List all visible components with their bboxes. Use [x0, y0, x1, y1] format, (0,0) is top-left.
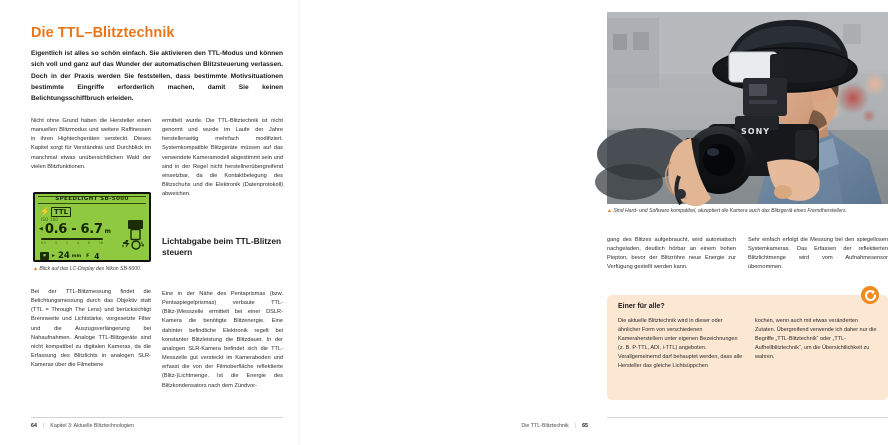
tip-box-column-one: Die aktuelle Blitztechnik wird in dieser oder ähnlicher Form von verschiedenen Kameraherstellern unter eigenen Bezeichnungen (z. B. P-TTL, ADI, i-TTL) angeboten. Verallgemeinernd darf behauptet werden, dass alle Hersteller das gleiche Lichtsüppchen	[618, 318, 743, 369]
lcd-zoom-aperture-group	[40, 249, 99, 263]
photo-photographer-with-flash	[607, 12, 888, 204]
lcd-scale-tick: 2	[65, 240, 69, 245]
flash-bolt-icon: ⚡	[40, 207, 50, 216]
left-page	[0, 0, 300, 445]
footer-left	[31, 423, 134, 429]
lcd-scale-tick: 8	[87, 240, 90, 245]
footer-divider	[31, 417, 283, 418]
tip-box-heading: Einer für alle?	[618, 303, 665, 310]
caption-bullet-icon: ▲	[33, 266, 38, 272]
lcd-status-icons	[119, 220, 145, 250]
intro-lead-paragraph: Eigentlich ist alles so schön einfach. Sie aktivieren den TTL-Modus und können sich voll und ganz auf das Wunder der automatischen Blitzsteuerung verlassen. Doch in der Praxis werden Sie feststellen, dass bestimmte Motivsituationen bestimmte Eingriffe erforderlich machen, damit Sie keinen Belichtungsschiffbruch erleiden.	[31, 50, 283, 103]
footer-separator: |	[574, 423, 577, 429]
footer-separator: |	[42, 423, 45, 429]
lcd-distance-unit: m	[104, 228, 111, 235]
lcd-zoom-value: 24	[57, 250, 70, 261]
tip-box-column-two: kochen, wenn auch mit etwas veränderten Zutaten. Übergreifend verwende ich daher nur die Begriffe „TTL-Blitztechnik“ oder „TTL-Aufhellblitztechnik“, um die Übersichtlichkeit zu wahren.	[755, 318, 877, 360]
right-marker-icon: ►	[51, 253, 56, 259]
right-running-head: Die TTL-Blitztechnik	[521, 423, 569, 429]
lcd-zoom-mode-text: ■	[43, 253, 46, 258]
lcd-model-title: SPEEDLIGHT SB-5000	[55, 196, 129, 202]
photo-caption-text: Sind Hard- und Software kompatibel, akzeptiert die Kamera auch das Blitzgerät eines Fremdherstellers.	[613, 208, 847, 214]
lcd-distance-value: 0.6 - 6.7	[44, 222, 103, 237]
left-running-head: Kapitel 3: Aktuelle Blitztechnologien	[50, 423, 134, 429]
left-column-top-text: Nicht ohne Grund haben die Hersteller einen manuellen Blitzmodus und weitere Raffinessen in ihren Hightechgeräten versteckt. Dieses Kapitel sorgt für Verständnis und Durchblick im manchmal etwas unübersichtlichen Wald der vielen Blitzfunktionen.	[31, 118, 151, 170]
section-subheading: Lichtabgabe beim TTL-Blitzen steuern	[162, 236, 282, 258]
flash-head-icon	[119, 220, 145, 250]
lcd-mode-label: TTL	[51, 207, 71, 217]
left-arrow-icon: ◀	[39, 226, 43, 232]
right-page-column-two: Sehr einfach erfolgt die Messung bei den spiegellosen Systemkameras. Das Erfassen der reflektierten Blitzlichtmenge wird vom Aufnahmesensor übernommen.	[748, 237, 888, 271]
lcd-distance-group	[39, 222, 111, 236]
refresh-circle-icon	[861, 286, 879, 304]
left-page-number: 64	[31, 423, 37, 429]
lcd-scale-tick: 4	[76, 240, 79, 245]
lcd-zoom-unit: mm	[71, 253, 82, 259]
lcd-iso-value: ISO 100	[41, 216, 59, 222]
tip-box	[607, 295, 888, 400]
lcd-aperture-label: F	[86, 253, 90, 259]
photo-illustration	[607, 12, 888, 204]
lcd-zoom-mode-badge	[40, 252, 49, 260]
lcd-scale-tick: 0.5	[41, 240, 47, 245]
right-page-number: 65	[582, 423, 588, 429]
speedlight-lcd	[33, 192, 151, 262]
svg-text:SONY: SONY	[741, 127, 771, 136]
lcd-scale-ticks	[41, 241, 103, 245]
right-column-top-text: ermittelt wurde. Die TTL-Blitztechnik ist nicht genormt und wurde im Laufe der Jahre herstellerseitig mehrfach modifiziert. Systemkompatible Blitzgeräte müssen auf das verwendete Kameramodell abgestimmt sein und sind in der Regel nicht herstellnerübergreifend einsetzbar, da die Kontaktbelegung des Blitzschuhs und die Elektronik (Datenprotokoll) abweichen.	[162, 118, 283, 198]
lcd-caption-text: Blick auf das LC-Display des Nikon SB-5000.	[39, 266, 142, 272]
right-column-bottom-text: Eine in der Nähe des Pentaprismas (bzw. Pentaspiegelprismas) verbaute TTL-(Blitz-)Messzelle ermittelt bei einer DSLR-Kamera die benötigte Blitzenergie. Eine dahinter befindliche Elektronik regelt bei konstanter Blitzleistung die Blitzdauer. In der analogen SLR-Kamera befindet sich die TTL-Messzelle gut versteckt im Kameraboden und erfasst die von der Filmoberfläche reflektierte (Blitz-)Lichtmenge. Ist die Energie des Blitzkondensators nach dem Zündvor-	[162, 291, 283, 389]
lcd-distance-scale	[41, 238, 103, 245]
lcd-mode-group	[40, 207, 71, 217]
right-page-column-one: gang des Blitzes aufgebraucht, wird automatisch nachgeladen, deutlich hörbar an einem hohen Piepton, bevor der Blitzröhre neue Energie zur Verfügung gestellt werden kann.	[607, 237, 736, 271]
footer-divider-right	[607, 417, 888, 418]
caption-bullet-icon: ▲	[607, 208, 612, 214]
lcd-scale-tick: 16	[98, 240, 103, 245]
circular-arrow-glyph	[864, 289, 877, 302]
left-column-bottom-text: Bei der TTL-Blitzmessung findet die Belichtungsmessung durch das Objektiv statt (TTL = Through The Lens) und berücksichtigt Brennweite und Lichtstärke, vorgesetzte Filter und die Auszugsverlängerung bei Nahaufnahmen. Analoge TTL-Blitzgeräte sind nicht kompatibel zu digitalen Kameras, da die Erfassung des Blitzlichts in analogen SLR-Kameras über die Filmebene	[31, 289, 151, 369]
photo-caption	[607, 208, 888, 215]
right-page	[300, 0, 888, 445]
lcd-figure-caption	[33, 266, 153, 273]
lcd-aperture-value: 4	[94, 251, 100, 261]
lcd-display-figure	[33, 192, 151, 262]
footer-right	[521, 423, 588, 429]
lcd-scale-tick: 1	[55, 240, 58, 245]
page-title: Die TTL–Blitztechnik	[31, 25, 175, 41]
